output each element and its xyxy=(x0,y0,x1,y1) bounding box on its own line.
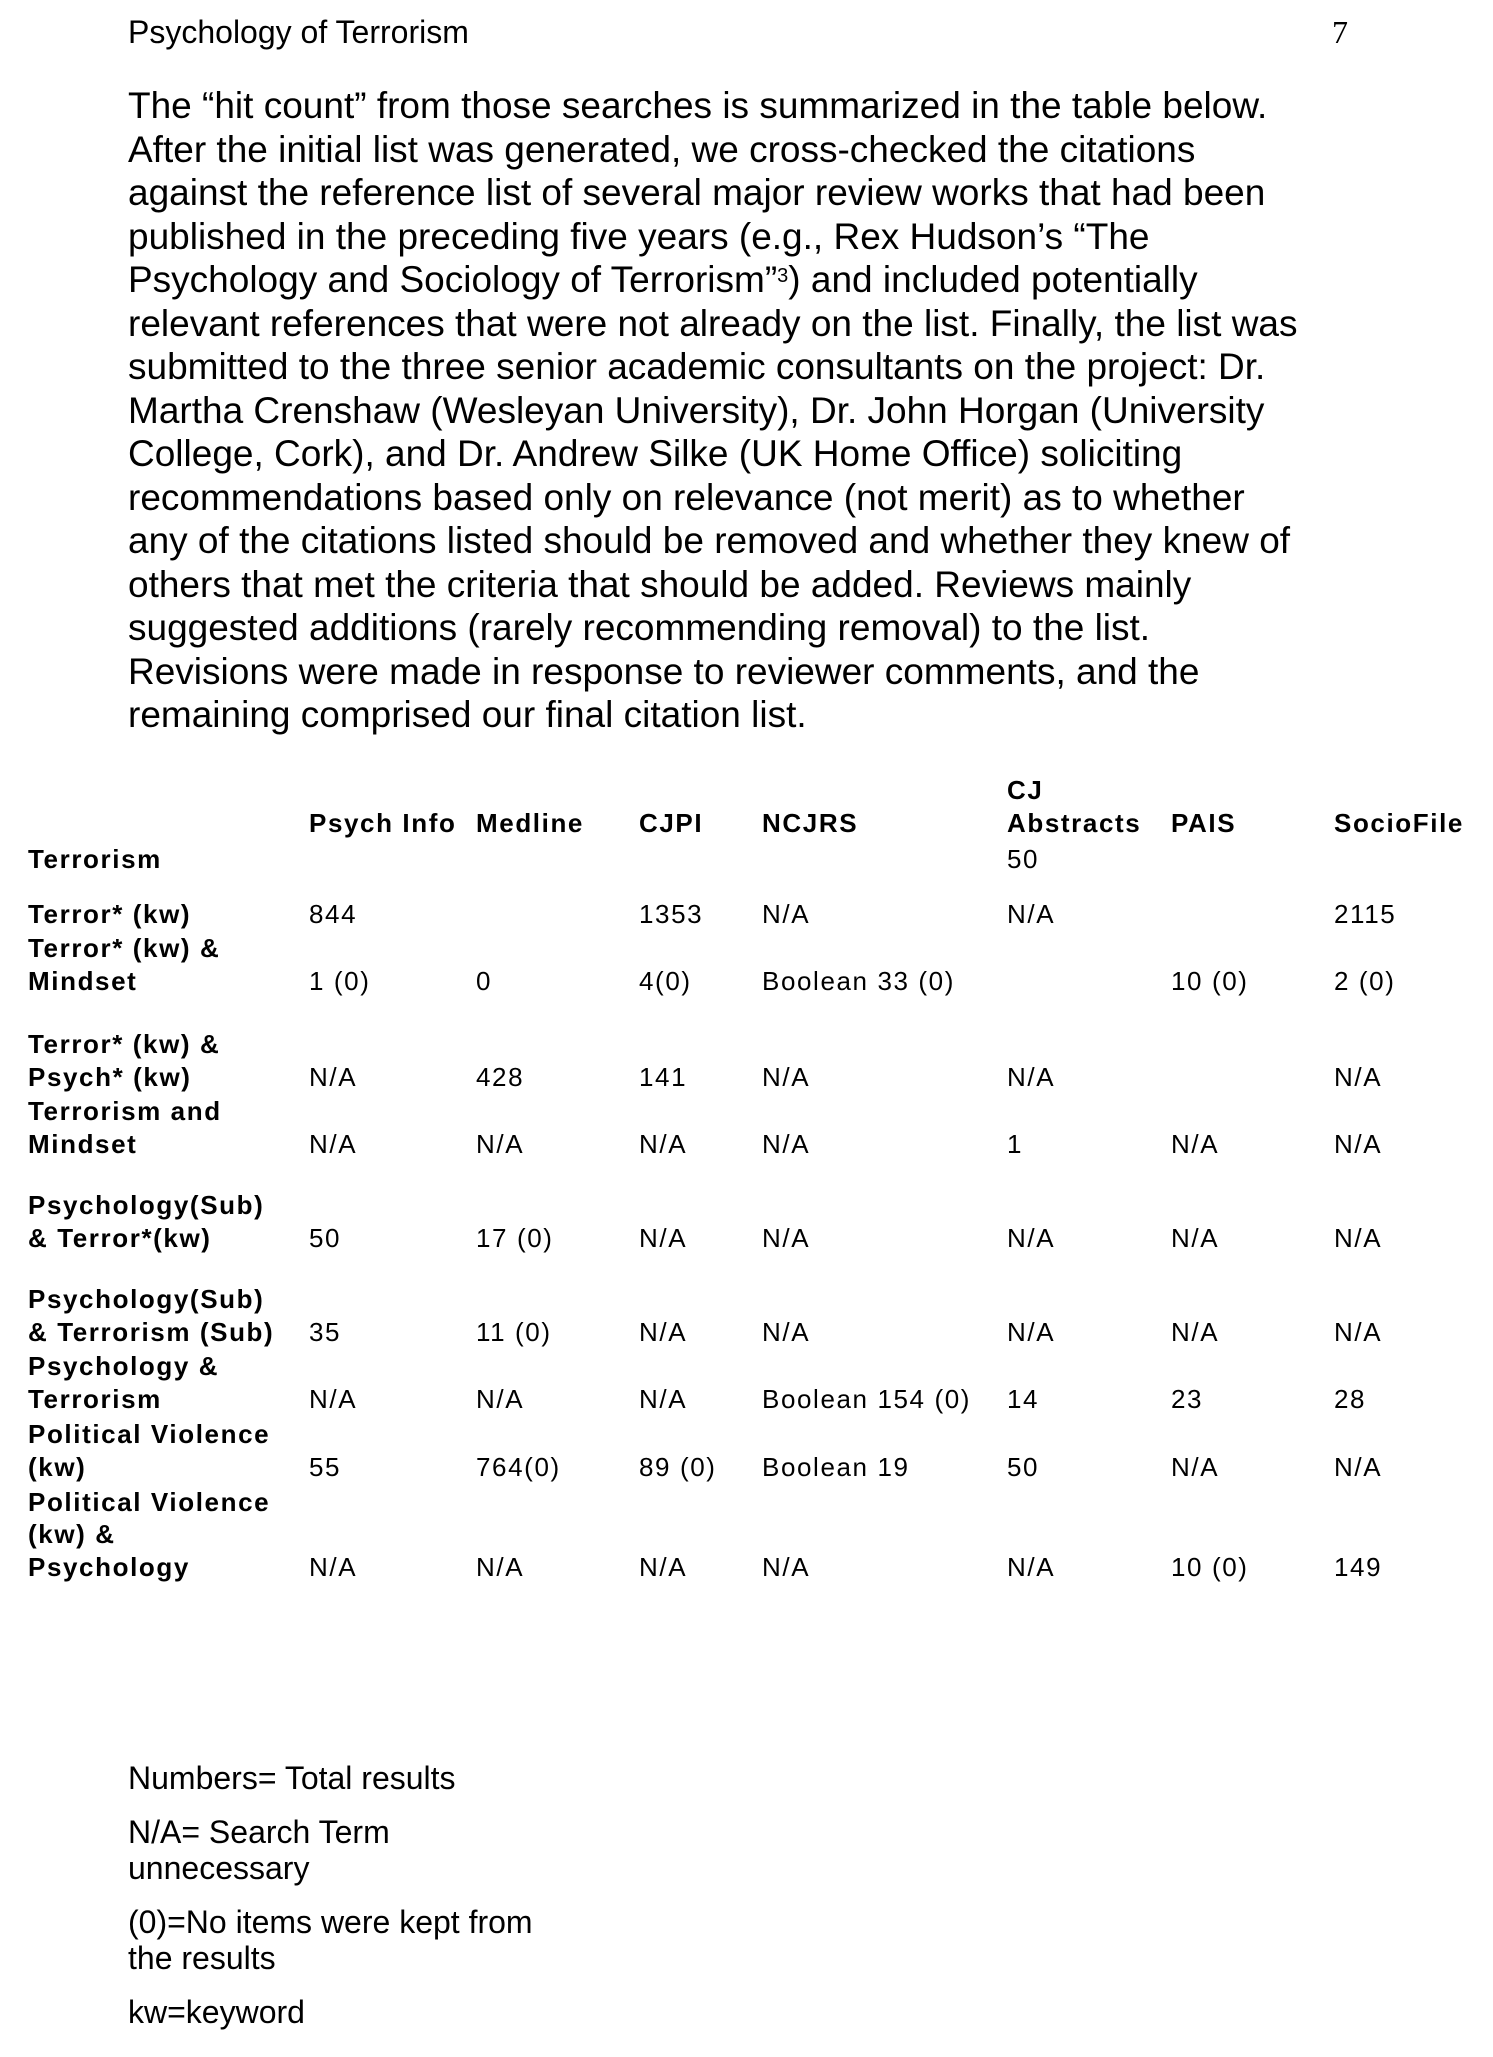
table-cell: N/A xyxy=(639,1222,688,1253)
column-header: CJPI xyxy=(639,807,704,838)
table-cell: N/A xyxy=(1007,1061,1056,1092)
table-cell: N/A xyxy=(309,1061,358,1092)
body-line: relevant references that were not already on the list. Finally, the list was xyxy=(128,302,1298,344)
table-cell: 28 xyxy=(1334,1383,1367,1414)
table-cell: N/A xyxy=(1007,1316,1056,1347)
table-cell: 55 xyxy=(309,1451,342,1482)
page-header xyxy=(128,12,1348,52)
hit-count-table xyxy=(28,766,1468,1606)
column-header: PAIS xyxy=(1171,807,1237,838)
table-cell: 428 xyxy=(476,1061,525,1092)
table-cell: N/A xyxy=(762,1061,811,1092)
table-cell: 23 xyxy=(1171,1383,1204,1414)
table-cell: N/A xyxy=(309,1383,358,1414)
table-cell: 10 (0) xyxy=(1171,1551,1249,1582)
body-line: The “hit count” from those searches is summarized in the table below. xyxy=(128,85,1268,126)
table-cell: 50 xyxy=(1007,843,1040,874)
body-line-with-footnote xyxy=(128,258,1368,302)
body-line: against the reference list of several major review works that had been xyxy=(128,172,1266,213)
table-cell: 89 (0) xyxy=(639,1451,717,1482)
table-cell: Boolean 19 xyxy=(762,1451,910,1482)
table-cell: N/A xyxy=(1334,1316,1383,1347)
body-line: published in the preceding five years (e.g., Rex Hudson’s “The xyxy=(128,215,1150,257)
table-cell: 0 xyxy=(476,965,493,996)
table-cell: N/A xyxy=(1007,1551,1056,1582)
table-cell: N/A xyxy=(1334,1222,1383,1253)
table-cell: N/A xyxy=(476,1551,525,1582)
table-cell: N/A xyxy=(639,1128,688,1159)
table-cell: 10 (0) xyxy=(1171,965,1249,996)
body-line: College, Cork), and Dr. Andrew Silke (UK Home Office) soliciting xyxy=(128,433,1183,474)
table-cell: N/A xyxy=(1171,1128,1220,1159)
table-cell: 141 xyxy=(639,1061,688,1092)
body-line: Martha Crenshaw (Wesleyan University), Dr. John Horgan (University xyxy=(128,389,1265,431)
table-cell: N/A xyxy=(762,1222,811,1253)
body-line: submitted to the three senior academic consultants on the project: Dr. xyxy=(128,346,1266,387)
legend-item: Numbers= Total results xyxy=(128,1760,456,1796)
table-cell: N/A xyxy=(1007,1222,1056,1253)
page-number: 7 xyxy=(1332,14,1348,50)
row-header: Terrorism xyxy=(28,843,162,874)
row-header: Psychology & Terrorism xyxy=(28,1351,220,1414)
row-header: Political Violence (kw) xyxy=(28,1419,271,1482)
table-cell: N/A xyxy=(309,1551,358,1582)
table-cell: 50 xyxy=(309,1222,342,1253)
table-cell: 4(0) xyxy=(639,965,692,996)
table-cell: Boolean 154 (0) xyxy=(762,1383,972,1414)
body-line: any of the citations listed should be removed and whether they knew of xyxy=(128,520,1291,561)
row-header: Terror* (kw) & Psych* (kw) xyxy=(28,1029,221,1092)
body-line: others that met the criteria that should be added. Reviews mainly xyxy=(128,563,1192,605)
footnote-ref: 3 xyxy=(777,265,789,287)
table-cell: 844 xyxy=(309,898,358,929)
running-title: Psychology of Terrorism xyxy=(128,14,469,50)
table-cell: 11 (0) xyxy=(476,1316,552,1347)
table-cell: N/A xyxy=(762,1316,811,1347)
row-header: Terror* (kw) xyxy=(28,898,192,929)
table-cell: N/A xyxy=(1007,898,1056,929)
row-header: Psychology(Sub) & Terrorism (Sub) xyxy=(28,1284,275,1347)
table-cell: N/A xyxy=(639,1383,688,1414)
table-cell: 764(0) xyxy=(476,1451,561,1482)
table-cell: N/A xyxy=(476,1383,525,1414)
column-header: Medline xyxy=(476,807,584,838)
column-header: Psych Info xyxy=(309,807,457,838)
table-cell: N/A xyxy=(1334,1451,1383,1482)
table-cell: N/A xyxy=(639,1551,688,1582)
table-cell: 2 (0) xyxy=(1334,965,1396,996)
table-cell: 1 (0) xyxy=(309,965,371,996)
table-cell: N/A xyxy=(762,1551,811,1582)
table-cell: 1353 xyxy=(639,898,704,929)
table-cell: N/A xyxy=(476,1128,525,1159)
body-line-part: ) and included potentially xyxy=(788,259,1198,300)
column-header: SocioFile xyxy=(1334,807,1464,838)
table-cell: 1 xyxy=(1007,1128,1024,1159)
legend-item: N/A= Search Term unnecessary xyxy=(128,1814,390,1886)
table-cell: 17 (0) xyxy=(476,1222,554,1253)
column-header: NCJRS xyxy=(762,807,859,838)
body-paragraph xyxy=(128,84,1368,737)
legend-item: kw=keyword xyxy=(128,1994,305,2030)
table-cell: 50 xyxy=(1007,1451,1040,1482)
body-line: suggested additions (rarely recommending removal) to the list. xyxy=(128,607,1151,648)
body-line-part: Psychology and Sociology of Terrorism” xyxy=(128,259,778,300)
table-cell: N/A xyxy=(1334,1128,1383,1159)
table-cell: Boolean 33 (0) xyxy=(762,965,955,996)
table-cell: 14 xyxy=(1007,1383,1040,1414)
table-cell: N/A xyxy=(639,1316,688,1347)
body-line: After the initial list was generated, we cross-checked the citations xyxy=(128,128,1196,170)
table-cell: 2115 xyxy=(1334,898,1397,929)
row-header: Psychology(Sub) & Terror*(kw) xyxy=(28,1190,265,1253)
body-line: remaining comprised our final citation list. xyxy=(128,694,807,735)
table-legend xyxy=(128,1760,648,2030)
table-cell: N/A xyxy=(762,1128,811,1159)
table-cell: N/A xyxy=(1171,1316,1220,1347)
column-header: CJ Abstracts xyxy=(1007,775,1142,838)
table-cell: N/A xyxy=(762,898,811,929)
row-header: Terrorism and Mindset xyxy=(28,1096,222,1159)
row-header: Terror* (kw) & Mindset xyxy=(28,933,221,996)
table-cell: N/A xyxy=(1334,1061,1383,1092)
table-cell: 149 xyxy=(1334,1551,1383,1582)
body-line: recommendations based only on relevance (not merit) as to whether xyxy=(128,476,1245,518)
legend-item: (0)=No items were kept from the results xyxy=(128,1904,533,1976)
table-cell: N/A xyxy=(1171,1222,1220,1253)
row-header: Political Violence (kw) & Psychology xyxy=(28,1486,271,1582)
table-cell: N/A xyxy=(309,1128,358,1159)
table-cell: N/A xyxy=(1171,1451,1220,1482)
table-cell: 35 xyxy=(309,1316,342,1347)
body-line: Revisions were made in response to reviewer comments, and the xyxy=(128,650,1200,692)
